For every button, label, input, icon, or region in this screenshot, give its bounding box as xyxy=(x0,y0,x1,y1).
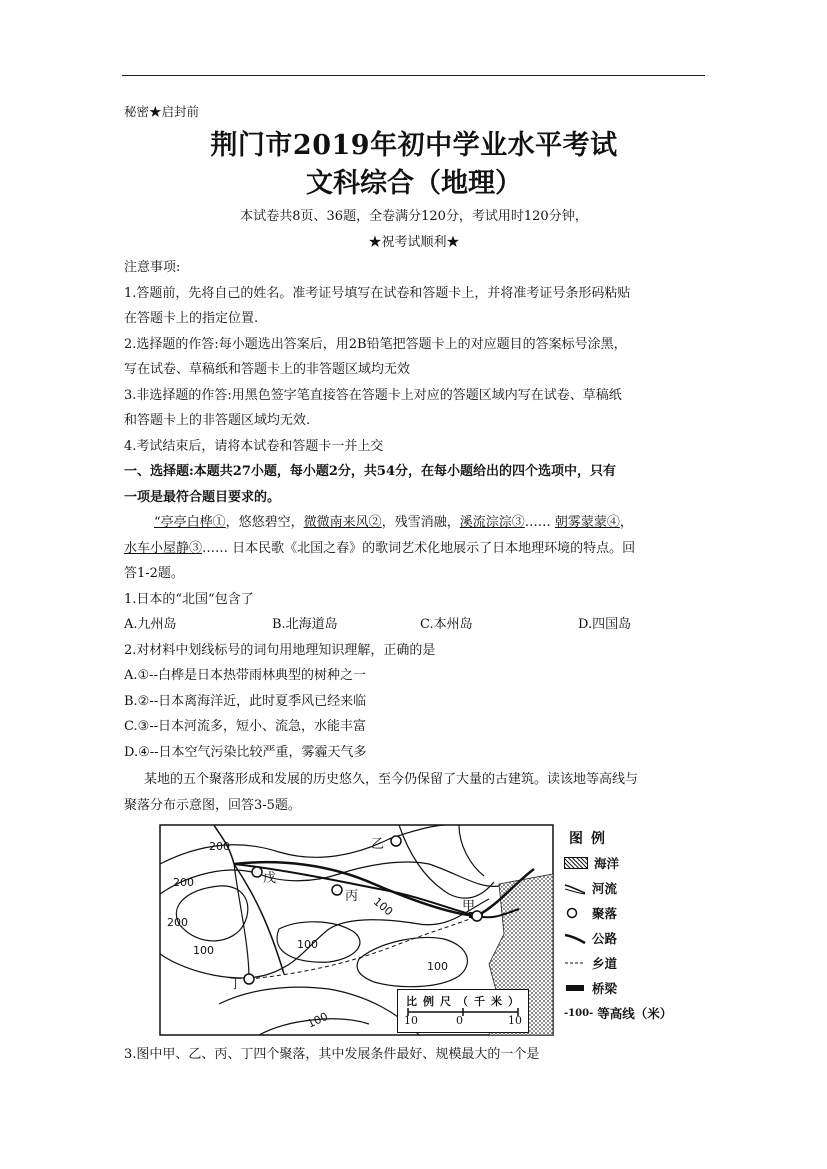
passage-line-3: 答1-2题。 xyxy=(124,566,184,581)
legend-label: 公路 xyxy=(592,931,618,946)
note-line: 写在试卷、草稿纸和答题卡上的非答题区域均无效 xyxy=(124,362,411,377)
confidential-label: 秘密★启封前 xyxy=(124,104,200,119)
passage-text: …… 日本民歌《北国之春》的歌词艺术化地展示了日本地理环境的特点。回 xyxy=(202,540,636,556)
underlined-phrase: 溪流淙淙③ xyxy=(459,515,525,530)
option-a: A.①--白桦是日本热带雨林典型的树种之一 xyxy=(124,668,366,683)
exam-subtitle: 文科综合（地理） xyxy=(306,168,522,199)
settlement-ding xyxy=(244,974,254,984)
legend-label: 等高线（米） xyxy=(597,1006,673,1021)
option-d: D.④--日本空气污染比较严重，雾霾天气多 xyxy=(124,744,367,760)
rural-road-icon xyxy=(564,956,586,970)
underlined-phrase: 朝雾蒙蒙④ xyxy=(554,515,620,530)
legend-label: 桥梁 xyxy=(592,981,618,996)
contour-label: 200 xyxy=(209,840,230,853)
passage-line-2 xyxy=(124,536,704,562)
passage-text: ， xyxy=(619,515,633,530)
legend-label: 河流 xyxy=(592,881,618,896)
scale-tick: 10 xyxy=(508,1014,522,1027)
question-3-stem: 3.图中甲、乙、丙、丁四个聚落，其中发展条件最好、规模最大的一个是 xyxy=(124,1047,540,1062)
scale-tick: 0 xyxy=(456,1014,463,1027)
passage-text: ，残雪消融， xyxy=(381,515,460,530)
exam-page xyxy=(124,100,704,1068)
settlement-label: 甲 xyxy=(462,899,476,914)
option-d: D.四国岛 xyxy=(578,617,632,632)
settlement-wu xyxy=(252,867,262,877)
legend-item-sea xyxy=(564,854,619,872)
map-legend xyxy=(564,824,714,1036)
passage-text: …… xyxy=(524,515,555,530)
option-b: B.②--日本离海洋近，此时夏季风已经来临 xyxy=(124,693,367,709)
option-c: C.本州岛 xyxy=(420,617,473,632)
settlement-label: 丁 xyxy=(229,977,243,992)
section-heading-cont: 一项是最符合题目要求的。 xyxy=(124,489,281,505)
option-a: A.九州岛 xyxy=(124,617,177,632)
contour-label: 100 xyxy=(370,894,396,919)
exam-info: 本试卷共8页、36题，全卷满分120分，考试用时120分钟， xyxy=(240,209,588,224)
question-1-stem: 1.日本的“北国“包含了 xyxy=(124,591,254,607)
legend-item-bridge xyxy=(564,979,617,997)
contour-label: 100 xyxy=(297,938,318,951)
contour-label: 100 xyxy=(193,944,214,957)
note-line: 在答题卡上的指定位置. xyxy=(124,311,259,326)
note-line: 和答题卡上的非答题区域均无效. xyxy=(124,413,311,428)
contour-sample: -100- xyxy=(564,1007,594,1019)
section-heading: 一、选择题:本题共27小题，每小题2分，共54分，在每小题给出的四个选项中，只有 xyxy=(124,464,617,479)
settlement-yi xyxy=(391,836,401,846)
legend-item-settlement xyxy=(564,904,617,922)
header-rule xyxy=(122,75,705,76)
underlined-phrase: “亭亭白桦① xyxy=(154,515,226,530)
legend-item-river xyxy=(564,879,617,897)
contour-label: 100 xyxy=(305,1009,330,1031)
question-1-options xyxy=(124,612,704,638)
passage-2-line-1: 某地的五个聚落形成和发展的历史悠久，至今仍保留了大量的古建筑。读该地等高线与 xyxy=(144,772,639,787)
scale-tick: 10 xyxy=(404,1014,418,1027)
legend-item-contour xyxy=(564,1004,672,1022)
legend-label: 乡道 xyxy=(592,956,618,971)
bridge-icon xyxy=(564,981,586,995)
legend-item-highway xyxy=(564,929,617,947)
notes-heading: 注意事项: xyxy=(124,260,181,275)
legend-item-rural-road xyxy=(564,954,617,972)
passage-2-line-2: 聚落分布示意图，回答3-5题。 xyxy=(124,797,301,813)
settlement-label: 戊 xyxy=(263,871,277,886)
note-line: 2.选择题的作答:每小题选出答案后，用2B铅笔把答题卡上的对应题目的答案标号涂黑， xyxy=(124,336,627,352)
note-line: 3.非选择题的作答:用黑色签字笔直接答在答题卡上对应的答题区域内写在试卷、草稿纸 xyxy=(124,387,622,403)
legend-label: 海洋 xyxy=(594,856,620,871)
legend-label: 聚落 xyxy=(592,906,618,921)
river-icon xyxy=(564,881,586,895)
sea-swatch-icon xyxy=(564,857,588,869)
exam-wish: ★祝考试顺利★ xyxy=(368,234,460,250)
scale-line xyxy=(406,1008,520,1016)
underlined-phrase: 水车小屋静③ xyxy=(124,540,203,556)
passage-line-1 xyxy=(124,510,704,536)
scale-title: 比例尺（千米） xyxy=(406,995,525,1008)
contour-label: 200 xyxy=(167,916,188,929)
highway-icon xyxy=(564,931,586,945)
settlement-bing xyxy=(332,885,342,895)
note-line: 4.考试结束后，请将本试卷和答题卡一并上交 xyxy=(124,438,384,454)
contour-map-figure xyxy=(159,824,699,1039)
underlined-phrase: 微微南来风② xyxy=(303,515,382,530)
scale-bar xyxy=(397,989,529,1033)
exam-title: 荆门市2019年初中学业水平考试 xyxy=(210,130,618,161)
question-2-stem: 2.对材料中划线标号的词句用地理知识理解，正确的是 xyxy=(124,642,436,658)
settlement-label: 丙 xyxy=(345,889,359,904)
note-line: 1.答题前，先将自己的姓名。准考证号填写在试卷和答题卡上，并将准考证号条形码粘贴 xyxy=(124,285,631,301)
legend-title: 图例 xyxy=(569,831,613,847)
contour-label: 100 xyxy=(427,960,448,973)
settlement-icon xyxy=(564,906,586,920)
option-b: B.北海道岛 xyxy=(272,617,338,632)
contour-label: 200 xyxy=(173,876,194,889)
option-c: C.③--日本河流多，短小、流急，水能丰富 xyxy=(124,719,367,734)
passage-text: ，悠悠碧空， xyxy=(225,515,304,530)
settlement-label: 乙 xyxy=(371,837,385,852)
